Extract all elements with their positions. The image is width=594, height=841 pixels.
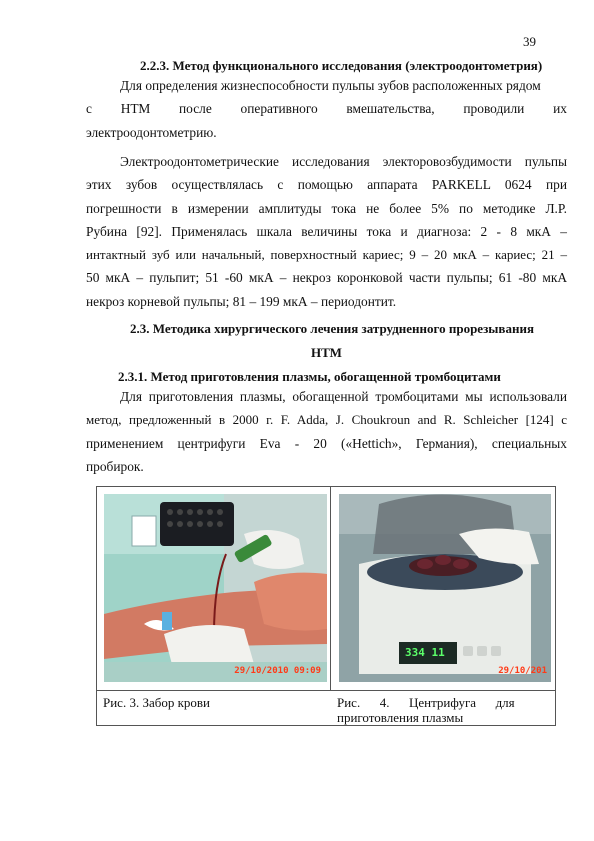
paragraph-3-line-4: пробирок.: [86, 458, 144, 474]
blood-draw-illustration: [104, 494, 327, 682]
section-heading-2-3-1: 2.3.1. Метод приготовления плазмы, обогащенной тромбоцитами: [118, 369, 501, 384]
paragraph-2-line-4: Рубина [92]. Применялась шкала величины тока и диагноза: 2 - 8 мкА –: [86, 223, 567, 239]
paragraph-2: [86, 150, 567, 313]
word: вмешательства,: [346, 101, 435, 117]
paragraph-2-line-6: 50 мкА – пульпит; 51 -60 мкА – некроз коронковой части пульпы; 61 -80 мкА: [86, 270, 567, 286]
page-number: 39: [523, 34, 536, 49]
paragraph-3-line-2: метод, предложенный в 2000 г. F. Adda, J. Choukroun and R. Schleicher [124] с: [86, 412, 567, 428]
word: оперативного: [240, 101, 318, 117]
centrifuge-illustration: [339, 494, 551, 682]
paragraph-2-line-1: Электроодонтометрические исследования электоровозбудимости пульпы: [120, 154, 567, 169]
paragraph-2-line-7: некроз корневой пульпы; 81 – 199 мкА – периодонтит.: [86, 293, 397, 309]
paragraph-3-line-3: применением центрифуги Eva - 20 («Hettich», Германия), специальных: [86, 435, 567, 451]
word: их: [553, 101, 567, 117]
table-divider: [97, 690, 555, 691]
word: с: [86, 101, 92, 117]
figure-4-caption-line-2: приготовления плазмы: [337, 710, 464, 725]
blood-draw-photo: [104, 494, 327, 682]
photo-date-stamp: 29/10/201: [498, 666, 547, 676]
centrifuge-display-readout: 334 11: [405, 646, 445, 659]
paragraph-2-line-3: погрешности в измерении амплитуды тока не более 5% по методике Л.Р.: [86, 200, 567, 216]
photo-date-stamp: 29/10/2010 09:09: [234, 666, 321, 676]
paragraph-3-line-1: Для приготовления плазмы, обогащенной тромбоцитами мы использовали: [120, 389, 567, 404]
paragraph-1: [86, 74, 567, 144]
figure-4-caption: [337, 695, 549, 725]
paragraph-2-line-5: интактный зуб или начальный, поверхностный кариес; 9 – 20 мкА – кариес; 21 –: [86, 247, 567, 263]
word: НТМ: [120, 101, 151, 117]
paragraph-1-line-3: электроодонтометрию.: [86, 124, 217, 140]
section-heading-2-3: 2.3. Методика хирургического лечения затрудненного прорезывания: [130, 321, 534, 336]
word: проводили: [463, 101, 525, 117]
centrifuge-photo: [339, 494, 551, 682]
figure-3-caption: Рис. 3. Забор крови: [103, 695, 211, 710]
section-heading-2-3-cont: НТМ: [311, 345, 342, 360]
section-heading-2-2-3: 2.2.3. Метод функционального исследования (электроодонтометрия): [140, 58, 543, 73]
word: после: [179, 101, 212, 117]
paragraph-1-line-2: [86, 97, 567, 120]
paragraph-2-line-2: этих зубов осуществлялась с помощью аппарата PARKELL 0624 при: [86, 177, 567, 193]
paragraph-1-line-1: Для определения жизнеспособности пульпы зубов расположенных рядом: [120, 78, 541, 93]
figure-4-caption-line-1: Рис. 4. Центрифуга для: [337, 695, 515, 710]
figure-table: [96, 486, 556, 726]
paragraph-3: [86, 385, 567, 478]
